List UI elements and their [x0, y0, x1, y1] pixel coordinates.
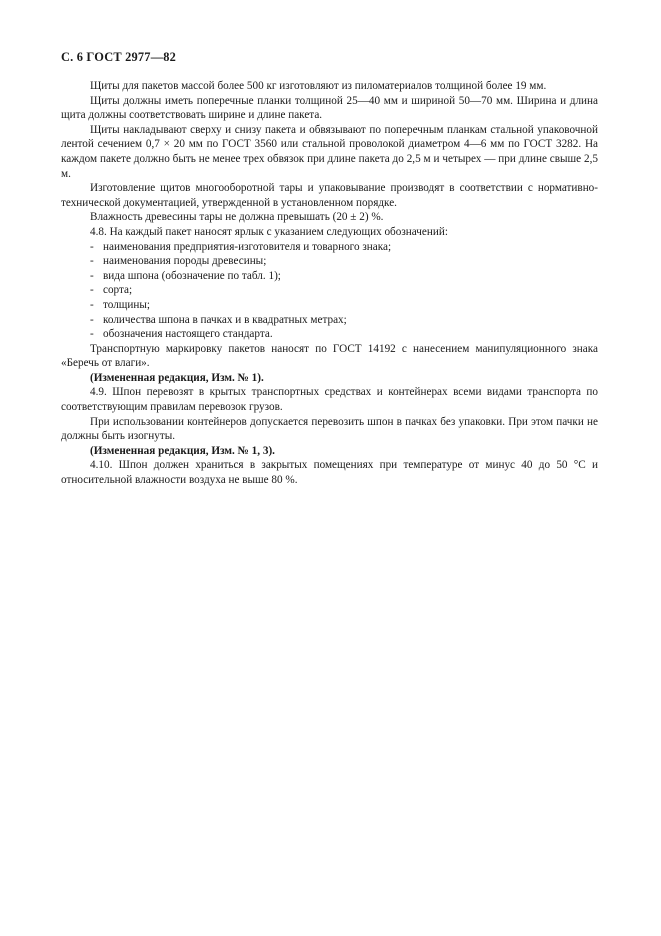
- paragraph-reusable-packaging: Изготовление щитов многооборотной тары и упаковывание производят в соответствии с нормативно-технической документацией, утвержденной в установленном порядке.: [61, 182, 598, 209]
- list-marker: -: [90, 255, 94, 268]
- paragraph-shield-strapping: Щиты накладывают сверху и снизу пакета и обвязывают по поперечным планкам стальной упаковочной лентой сечением 0,7 × 20 мм по ГОСТ 3560 или стальной проволокой диаметром 4—6 мм по ГОСТ 3282. На каждом пакете должно быть не менее трех обвязок при длине пакета до 2,5 м и четырех — при длине свыше 2,5 м.: [61, 123, 598, 180]
- list-marker: -: [90, 328, 94, 341]
- label-designations-list: [61, 240, 598, 342]
- list-item-text: сорта;: [103, 284, 133, 297]
- document-body: [61, 79, 598, 488]
- list-item-text: толщины;: [103, 298, 150, 311]
- list-item: [61, 283, 598, 298]
- list-marker: -: [90, 269, 94, 282]
- revision-note-2: (Измененная редакция, Изм. № 1, 3).: [90, 444, 275, 457]
- list-item: [61, 240, 598, 255]
- list-item: [61, 327, 598, 342]
- list-item: [61, 254, 598, 269]
- paragraph-shields-mass: Щиты для пакетов массой более 500 кг изготовляют из пиломатериалов толщиной более 19 мм.: [90, 80, 547, 92]
- list-marker: -: [90, 298, 94, 311]
- list-item-text: количества шпона в пачках и в квадратных метрах;: [103, 313, 347, 326]
- list-item: [61, 313, 598, 328]
- paragraph-containers: При использовании контейнеров допускается перевозить шпон в пачках без упаковки. При этом пачки не должны быть изогнуты.: [61, 415, 598, 443]
- list-marker: -: [90, 240, 94, 253]
- list-item: [61, 298, 598, 313]
- list-item: [61, 269, 598, 284]
- paragraph-wood-moisture: Влажность древесины тары не должна превышать (20 ± 2) %.: [90, 211, 384, 224]
- list-item-text: вида шпона (обозначение по табл. 1);: [103, 269, 281, 282]
- paragraph-4-10: 4.10. Шпон должен храниться в закрытых помещениях при температуре от минус 40 до 50 °С и относительной влажности воздуха не выше 80 %.: [61, 459, 598, 487]
- paragraph-4-8: 4.8. На каждый пакет наносят ярлык с указанием следующих обозначений:: [90, 225, 448, 238]
- list-marker: -: [90, 284, 94, 297]
- list-item-text: наименования предприятия-изготовителя и товарного знака;: [103, 240, 392, 253]
- revision-note-1: (Измененная редакция, Изм. № 1).: [90, 371, 264, 384]
- list-marker: -: [90, 313, 94, 326]
- paragraph-shield-planks: Щиты должны иметь поперечные планки толщиной 25—40 мм и шириной 50—70 мм. Ширина и длина щита должны соответствовать ширине и длине пакета.: [61, 94, 598, 122]
- paragraph-4-9: 4.9. Шпон перевозят в крытых транспортных средствах и контейнерах всеми видами транспорта по соответствующим правилам перевозок грузов.: [61, 386, 598, 414]
- list-item-text: обозначения настоящего стандарта.: [103, 328, 273, 341]
- list-item-text: наименования породы древесины;: [103, 255, 267, 268]
- page-header: С. 6 ГОСТ 2977—82: [61, 50, 177, 64]
- paragraph-transport-marking: Транспортную маркировку пакетов наносят по ГОСТ 14192 с нанесением манипуляционного знака «Беречь от влаги».: [61, 342, 598, 370]
